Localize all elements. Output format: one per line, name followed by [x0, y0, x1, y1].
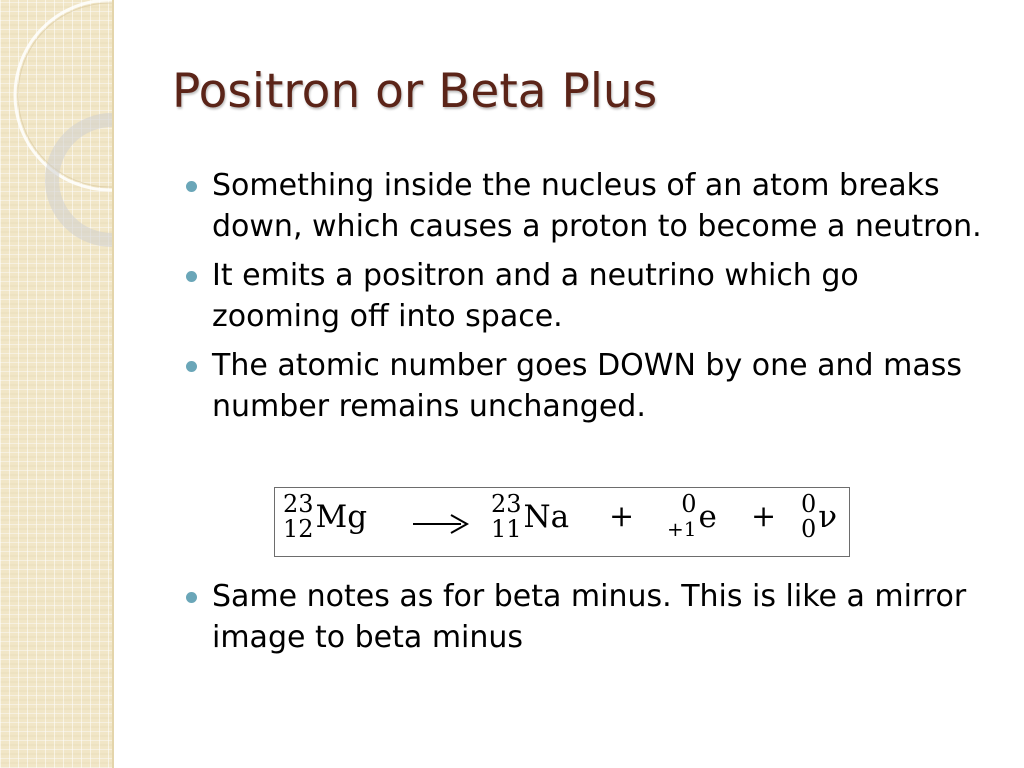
bullet-item — [182, 165, 982, 247]
reactant-symbol: Mg — [315, 499, 368, 535]
bullet-item — [182, 576, 982, 658]
bullet-list — [182, 165, 982, 435]
bullet-item — [182, 255, 982, 337]
product3-mass-number: 0 — [801, 490, 817, 518]
decorative-side-panel — [0, 0, 114, 768]
bullet-dot-icon — [186, 181, 197, 192]
bullet-text: Same notes as for beta minus. This is like a mirror image to beta minus — [212, 579, 967, 655]
product-nuclide-sodium — [491, 492, 569, 542]
product1-mass-number: 23 — [491, 490, 522, 518]
bullet-list-after-equation — [182, 576, 982, 666]
product1-symbol: Na — [523, 499, 570, 535]
bullet-item — [182, 345, 982, 427]
product-neutrino — [801, 492, 837, 542]
reaction-arrow-icon — [411, 506, 471, 536]
product3-symbol: ν — [818, 499, 838, 535]
bullet-text: Something inside the nucleus of an atom breaks down, which causes a proton to become a neutron. — [212, 168, 982, 244]
product3-atomic-number: 0 — [801, 515, 817, 543]
bullet-text: It emits a positron and a neutrino which go zooming off into space. — [212, 258, 859, 334]
slide-title: Positron or Beta Plus — [172, 64, 658, 119]
reactant-mass-number: 23 — [283, 490, 314, 518]
bullet-text: The atomic number goes DOWN by one and mass number remains unchanged. — [212, 348, 962, 424]
product-positron — [667, 492, 717, 542]
bullet-dot-icon — [186, 361, 197, 372]
nuclear-equation — [274, 487, 850, 557]
bullet-dot-icon — [186, 592, 197, 603]
reactant-nuclide — [283, 492, 367, 542]
plus-sign: + — [751, 499, 777, 534]
product1-atomic-number: 11 — [491, 515, 522, 543]
product2-symbol: e — [698, 499, 717, 535]
product2-atomic-number: +1 — [667, 517, 697, 541]
reactant-atomic-number: 12 — [283, 515, 314, 543]
product2-mass-number: 0 — [681, 490, 697, 518]
decorative-rings — [0, 0, 112, 768]
bullet-dot-icon — [186, 271, 197, 282]
plus-sign: + — [609, 499, 635, 534]
